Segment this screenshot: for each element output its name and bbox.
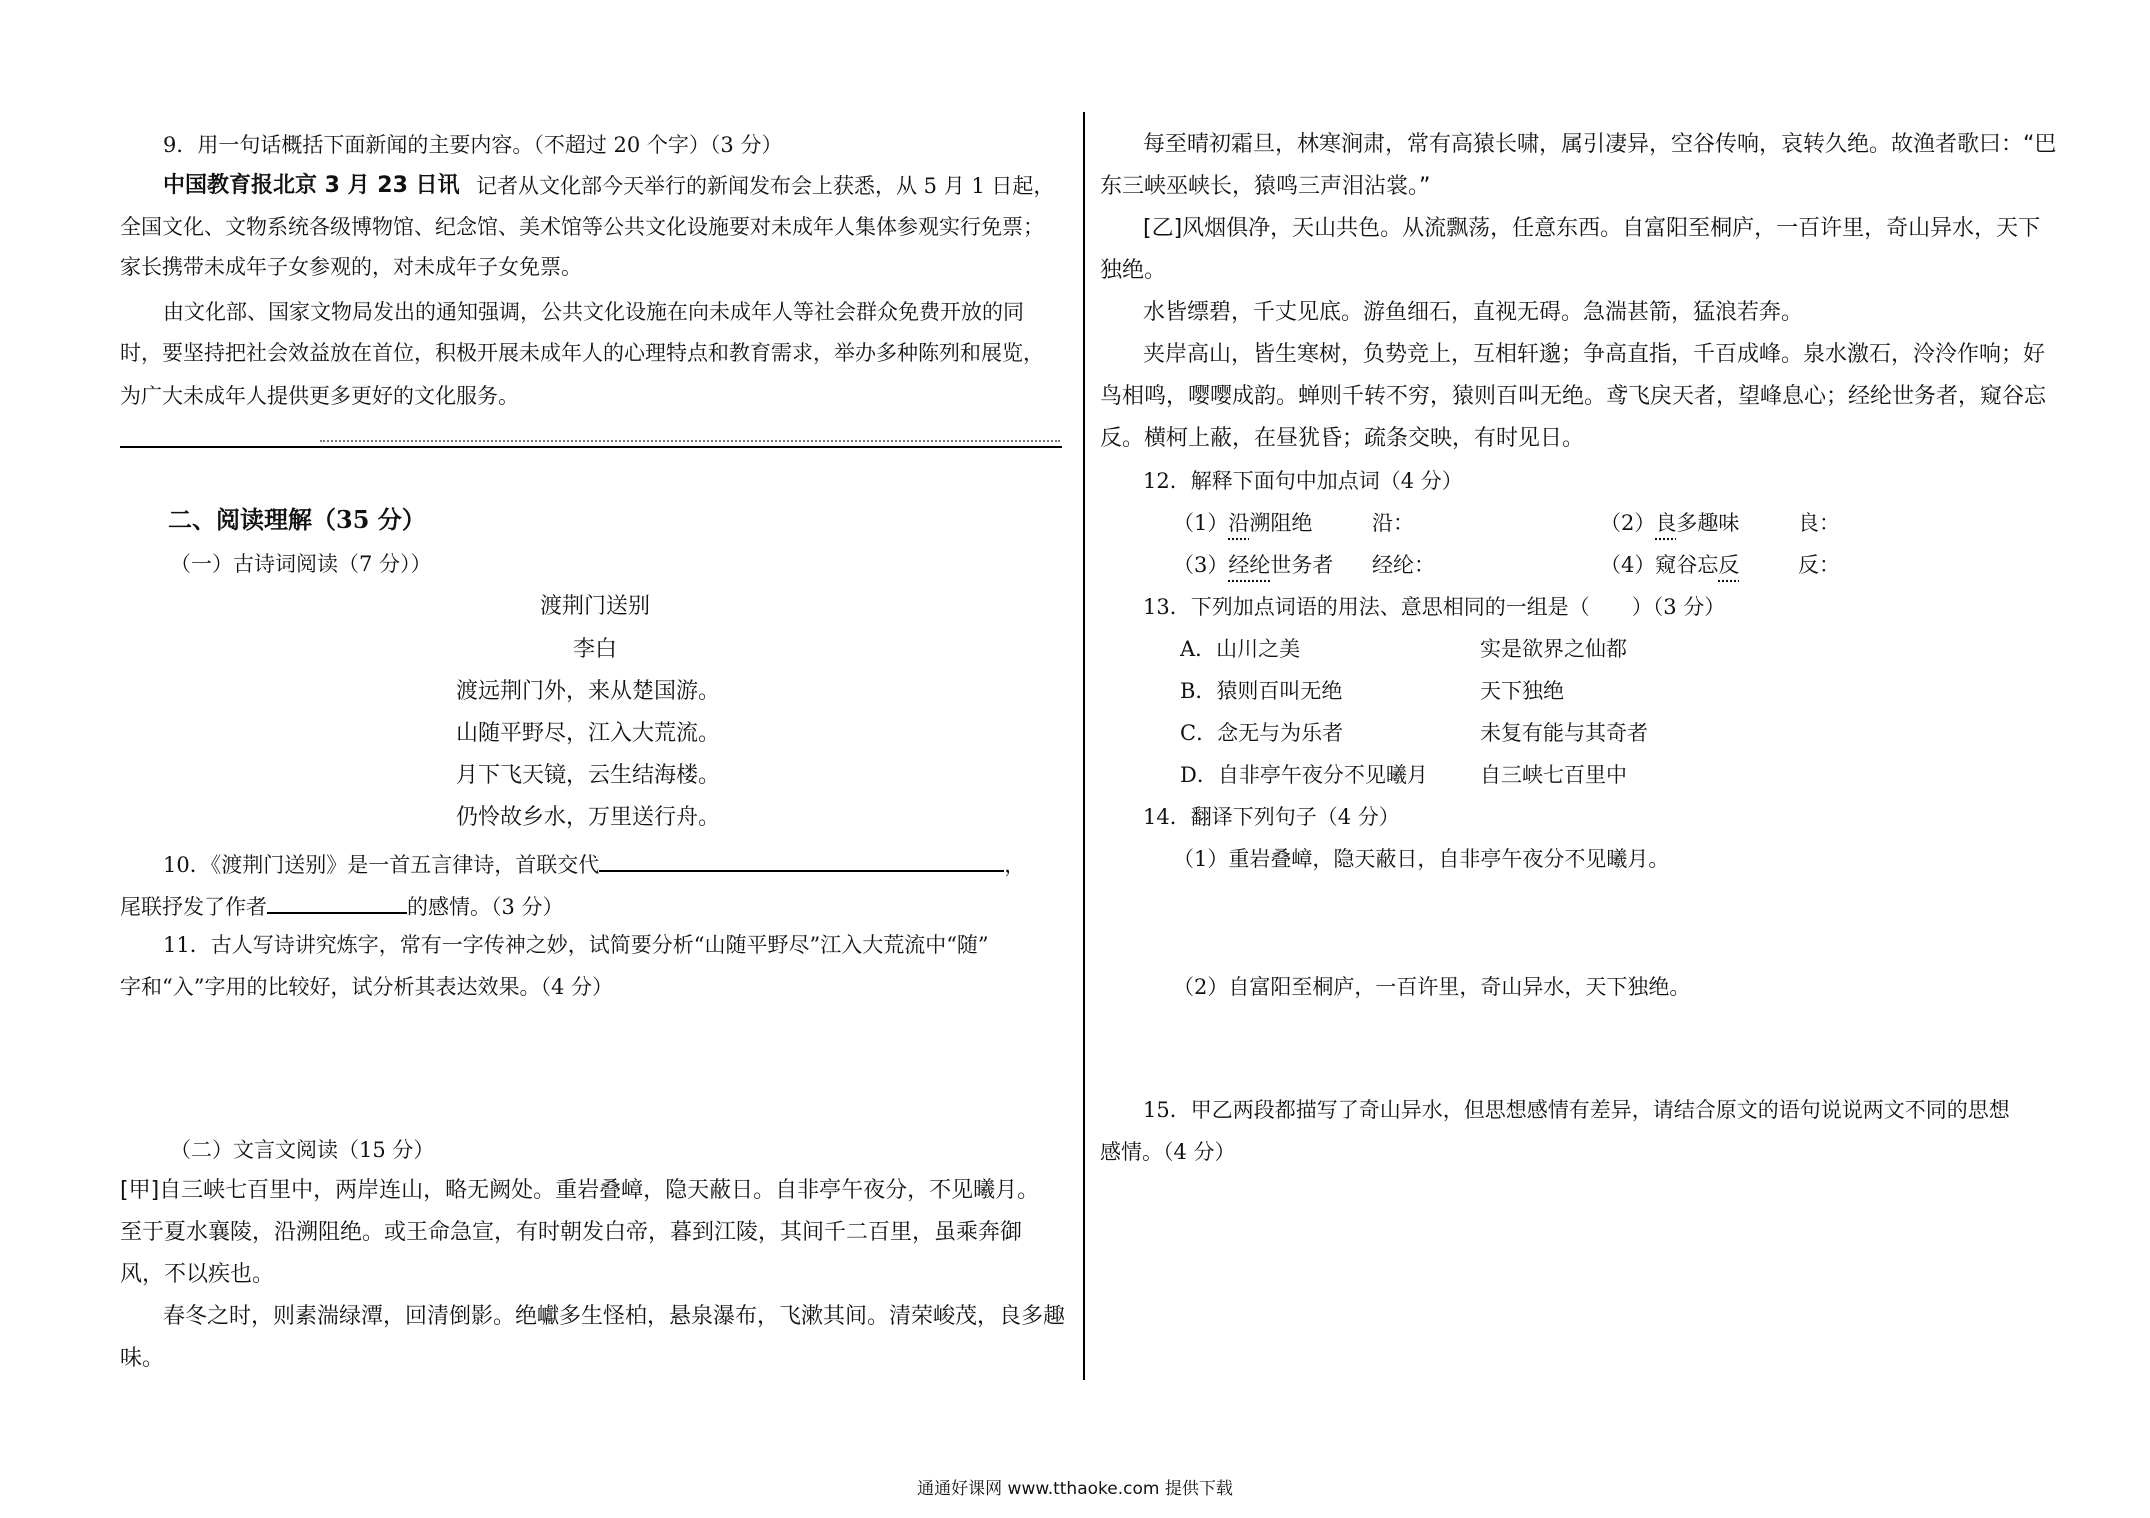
yi-line-1: [乙]风烟俱净，天山共色。从流飘荡，任意东西。自富阳至桐庐，一百许里，奇山异水，天下	[1143, 216, 2041, 241]
news-p1-line3: 家长携带未成年子女参观的，对未成年子女免票。	[120, 255, 582, 279]
news-p1-line2: 全国文化、文物系统各级博物馆、纪念馆、美术馆等公共文化设施要对未成年人集体参观实行免票；	[120, 215, 1044, 239]
q12-item-num: （1）	[1173, 511, 1229, 535]
section2-sub2: （二）文言文阅读（15 分）	[170, 1138, 435, 1162]
news-p2-line2: 时，要坚持把社会效益放在首位，积极开展未成年人的心理特点和教育需求，举办多种陈列和展览，	[120, 341, 1044, 365]
poem-title: 渡荆门送别	[539, 594, 650, 619]
q12-dotted-word: 经纶	[1228, 553, 1271, 577]
q14-sentence-2: （2）自富阳至桐庐，一百许里，奇山异水，天下独绝。	[1173, 975, 1691, 999]
jia-line-5: 味。	[120, 1346, 165, 1371]
q10-blank-2[interactable]	[267, 888, 407, 914]
news-p1-line1: 记者从文化部今天举行的新闻发布会上获悉，从 5 月 1 日起，	[476, 174, 1055, 198]
news-p2-line1: 由文化部、国家文物局发出的通知强调，公共文化设施在向未成年人等社会群众免费开放的同	[163, 300, 1024, 324]
jia-line-4: 春冬之时，则素湍绿潭，回清倒影。绝巘多生怪柏，悬泉瀑布，飞漱其间。清荣峻茂，良多趣	[163, 1304, 1066, 1329]
q12-item-rest: 溯阻绝	[1249, 511, 1313, 535]
option-letter: D．	[1180, 763, 1218, 787]
news-headline: 中国教育报北京 3 月 23 日讯	[163, 173, 460, 198]
q12-item-4	[1600, 550, 1739, 580]
section2-title: 二、阅读理解（35 分）	[168, 505, 426, 534]
q13-option-b[interactable]	[1180, 676, 1342, 706]
poem-line-3: 月下飞天镜，云生结海楼。	[456, 763, 721, 788]
q12-item-4-label: 反：	[1798, 553, 1840, 577]
option-letter: A．	[1180, 637, 1217, 661]
poem-line-2: 山随平野尽，江入大荒流。	[456, 721, 721, 746]
section2-sub1: （一）古诗词阅读（7 分））	[170, 552, 432, 576]
q13-option-c-right: 未复有能与其奇者	[1480, 721, 1648, 745]
q13-option-d-right: 自三峡七百里中	[1480, 763, 1627, 787]
option-letter: C．	[1180, 721, 1218, 745]
jia-line-6: 每至晴初霜旦，林寒涧肃，常有高猿长啸，属引凄异，空谷传响，哀转久绝。故渔者歌曰：“巴	[1143, 132, 2057, 157]
column-divider	[1083, 112, 1085, 1380]
jia-line-7: 东三峡巫峡长，猿鸣三声泪沾裳。”	[1100, 174, 1431, 199]
q12-dotted-word: 良	[1655, 511, 1677, 535]
q14-prompt: 14．翻译下列句子（4 分）	[1143, 805, 1400, 829]
q12-item-1-label: 沿：	[1372, 511, 1414, 535]
q10-text2a: 尾联抒发了作者	[120, 895, 267, 919]
yi-line-3: 水皆缥碧，千丈见底。游鱼细石，直视无碍。急湍甚箭，猛浪若奔。	[1143, 300, 1804, 325]
yi-line-4: 夹岸高山，皆生寒树，负势竞上，互相轩邈；争高直指，千百成峰。泉水激石，泠泠作响；好	[1143, 342, 2046, 367]
q13-option-c[interactable]	[1180, 718, 1343, 748]
answer-dotted-guide	[320, 440, 1060, 442]
q11-line1: 11．古人写诗讲究炼字，常有一字传神之妙，试简要分析“山随平野尽”江入大荒流中“随”	[163, 933, 989, 957]
poem-author: 李白	[572, 637, 617, 662]
yi-line-6: 反。横柯上蔽，在昼犹昏；疏条交映，有时见日。	[1100, 426, 1585, 451]
jia-line-2: 至于夏水襄陵，沿溯阻绝。或王命急宣，有时朝发白帝，暮到江陵，其间千二百里，虽乘奔御	[120, 1220, 1023, 1245]
option-left: 念无与为乐者	[1217, 721, 1344, 745]
yi-line-2: 独绝。	[1100, 258, 1167, 283]
option-letter: B．	[1180, 679, 1217, 703]
q12-item-1	[1173, 508, 1312, 538]
answer-line-q9[interactable]	[120, 446, 1062, 448]
footer-source: 通通好课网 www.tthaoke.com 提供下载	[917, 1479, 1233, 1499]
q10-text2b: 的感情。（3 分）	[407, 895, 564, 919]
q12-item-num: （4）	[1600, 553, 1656, 577]
q13-option-d[interactable]	[1180, 760, 1428, 790]
jia-line-1: [甲]自三峡七百里中，两岸连山，略无阙处。重岩叠嶂，隐天蔽日。自非亭午夜分，不见曦月。	[120, 1178, 1040, 1203]
q10-line2	[120, 888, 564, 922]
q15-line1: 15．甲乙两段都描写了奇山异水，但思想感情有差异，请结合原文的语句说说两文不同的思想	[1143, 1098, 2010, 1122]
q12-prompt: 12．解释下面句中加点词（4 分）	[1143, 469, 1463, 493]
q13-option-a[interactable]	[1180, 634, 1300, 664]
q11-line2: 字和“入”字用的比较好，试分析其表达效果。（4 分）	[120, 975, 614, 999]
q13-option-b-right: 天下独绝	[1480, 679, 1564, 703]
q12-dotted-word: 沿	[1228, 511, 1250, 535]
q14-sentence-1: （1）重岩叠嶂，隐天蔽日，自非亭午夜分不见曦月。	[1173, 847, 1670, 871]
q10-text: 10．《渡荆门送别》是一首五言律诗，首联交代	[163, 853, 600, 877]
q12-item-3	[1173, 550, 1333, 580]
q12-item-pre: 窥谷忘	[1655, 553, 1719, 577]
q12-item-num: （2）	[1600, 511, 1656, 535]
yi-line-5: 鸟相鸣，嘤嘤成韵。蝉则千转不穷，猿则百叫无绝。鸢飞戾天者，望峰息心；经纶世务者，窥谷忘	[1100, 384, 2047, 409]
option-left: 山川之美	[1216, 637, 1301, 661]
poem-line-1: 渡远荆门外，来从楚国游。	[456, 679, 721, 704]
q12-item-num: （3）	[1173, 553, 1229, 577]
q12-item-2	[1600, 508, 1739, 538]
q15-line2: 感情。（4 分）	[1100, 1140, 1236, 1164]
q13-option-a-right: 实是欲界之仙都	[1480, 637, 1627, 661]
q12-item-rest: 世务者	[1270, 553, 1334, 577]
q10-line1	[163, 846, 1025, 880]
q10-comma: ，	[1004, 853, 1026, 877]
q9-prompt: 9．用一句话概括下面新闻的主要内容。（不超过 20 个字）（3 分）	[163, 133, 783, 157]
news-p2-line3: 为广大未成年人提供更多更好的文化服务。	[120, 384, 519, 408]
option-left: 猿则百叫无绝	[1216, 679, 1343, 703]
jia-line-3: 风，不以疾也。	[120, 1262, 275, 1287]
q13-prompt: 13．下列加点词语的用法、意思相同的一组是（ ）（3 分）	[1143, 595, 1726, 619]
q12-item-3-label: 经纶：	[1372, 553, 1435, 577]
poem-line-4: 仍怜故乡水，万里送行舟。	[456, 805, 721, 830]
q12-item-2-label: 良：	[1798, 511, 1840, 535]
q12-item-rest: 多趣味	[1676, 511, 1740, 535]
q10-blank-1[interactable]	[599, 846, 1004, 872]
q12-dotted-word: 反	[1718, 553, 1740, 577]
option-left: 自非亭午夜分不见曦月	[1217, 763, 1428, 787]
